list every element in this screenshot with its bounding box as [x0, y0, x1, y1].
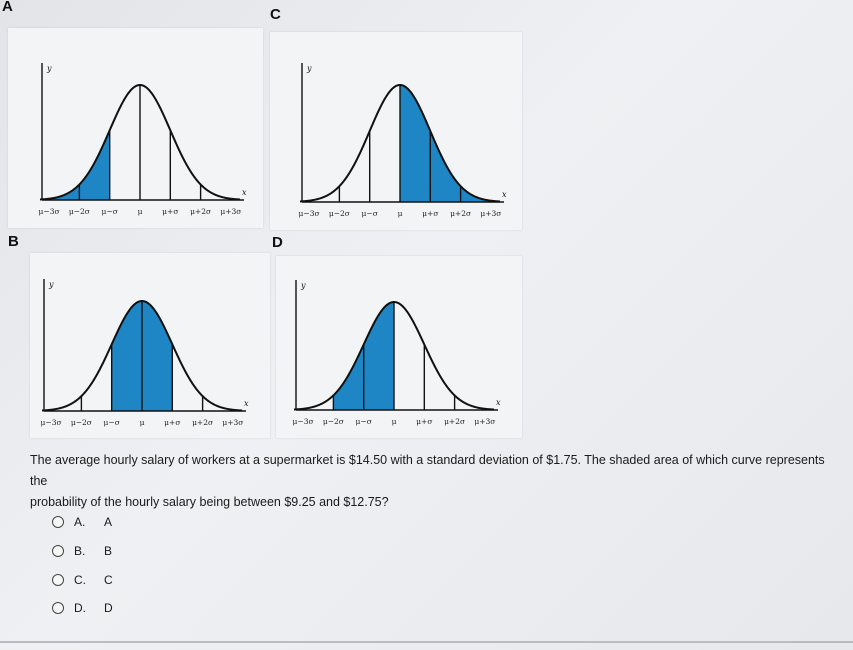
option-d-letter: D.: [74, 601, 86, 615]
option-c-text: C: [104, 573, 113, 587]
x-axis-label: x: [242, 188, 247, 197]
normal-curve-chart-d: [276, 256, 522, 438]
axis-tick-label: μ+3σ: [220, 207, 242, 216]
option-c-letter: C.: [74, 573, 86, 587]
axis-tick-label: μ−2σ: [328, 209, 350, 218]
axis-tick-label: μ: [139, 418, 145, 427]
axis-tick-label: μ+σ: [164, 418, 181, 427]
normal-curve-chart-b: [30, 253, 270, 438]
option-d[interactable]: [52, 599, 113, 617]
axis-tick-label: μ+2σ: [190, 207, 212, 216]
curve-group-b: [41, 279, 249, 427]
curve-group-d: [293, 280, 501, 426]
axis-tick-label: μ−3σ: [38, 207, 60, 216]
question-text: [30, 450, 840, 513]
radio-b[interactable]: [52, 545, 64, 557]
y-axis-label: y: [49, 280, 54, 289]
option-b-letter: B.: [74, 544, 86, 558]
x-axis-label: x: [502, 190, 507, 199]
axis-tick-label: μ: [391, 417, 397, 426]
normal-curve-panel-d: [276, 256, 522, 438]
radio-a[interactable]: [52, 516, 64, 528]
option-b[interactable]: [52, 542, 112, 560]
axis-tick-label: μ−2σ: [322, 417, 344, 426]
axis-tick-label: μ+3σ: [480, 209, 502, 218]
y-axis-label: y: [307, 64, 312, 73]
panel-label-c: C: [270, 6, 281, 23]
panel-label-d: D: [272, 234, 283, 251]
axis-tick-label: μ−σ: [361, 209, 378, 218]
axis-tick-label: μ+2σ: [444, 417, 466, 426]
axis-tick-label: μ−σ: [103, 418, 120, 427]
axis-tick-label: μ+3σ: [474, 417, 496, 426]
axis-tick-label: μ: [137, 207, 143, 216]
option-c[interactable]: [52, 571, 113, 589]
question-line-2: probability of the hourly salary being between $9.25 and $12.75?: [30, 495, 389, 509]
axis-tick-label: μ+2σ: [450, 209, 472, 218]
axis-tick-label: μ+σ: [422, 209, 439, 218]
radio-d[interactable]: [52, 602, 64, 614]
normal-curve-panel-b: [30, 253, 270, 438]
axis-tick-label: μ+σ: [416, 417, 433, 426]
axis-tick-label: μ+3σ: [222, 418, 244, 427]
curve-group-c: [299, 63, 507, 218]
x-axis-label: x: [496, 398, 501, 407]
question-line-1: The average hourly salary of workers at a supermarket is $14.50 with a standard deviation of $1.75. The shaded area of which curve represents the: [30, 453, 825, 488]
axis-tick-label: μ−2σ: [68, 207, 90, 216]
axis-tick-label: μ−3σ: [40, 418, 62, 427]
axis-tick-label: μ−3σ: [298, 209, 320, 218]
axis-tick-label: μ−2σ: [70, 418, 92, 427]
option-b-text: B: [104, 544, 113, 558]
y-axis-label: y: [301, 281, 306, 290]
axis-tick-label: μ: [397, 209, 403, 218]
x-axis-label: x: [244, 399, 249, 408]
normal-curve-chart-a: [8, 28, 263, 228]
axis-tick-label: μ−3σ: [292, 417, 314, 426]
bottom-divider: [0, 641, 853, 643]
axis-tick-label: μ−σ: [355, 417, 372, 426]
radio-c[interactable]: [52, 574, 64, 586]
option-a-letter: A.: [74, 515, 86, 529]
axis-tick-label: μ+2σ: [192, 418, 214, 427]
y-axis-label: y: [47, 64, 52, 73]
option-d-text: D: [104, 601, 113, 615]
option-a-text: A: [104, 515, 113, 529]
normal-curve-panel-c: [270, 32, 522, 230]
shaded-region: [400, 85, 491, 202]
normal-curve-panel-a: [8, 28, 263, 228]
normal-curve-chart-c: [270, 32, 522, 230]
curve-group-a: [39, 63, 247, 216]
panel-label-a: A: [2, 0, 13, 15]
option-a[interactable]: [52, 513, 112, 531]
panel-label-b: B: [8, 233, 19, 250]
axis-tick-label: μ−σ: [101, 207, 118, 216]
axis-tick-label: μ+σ: [162, 207, 179, 216]
